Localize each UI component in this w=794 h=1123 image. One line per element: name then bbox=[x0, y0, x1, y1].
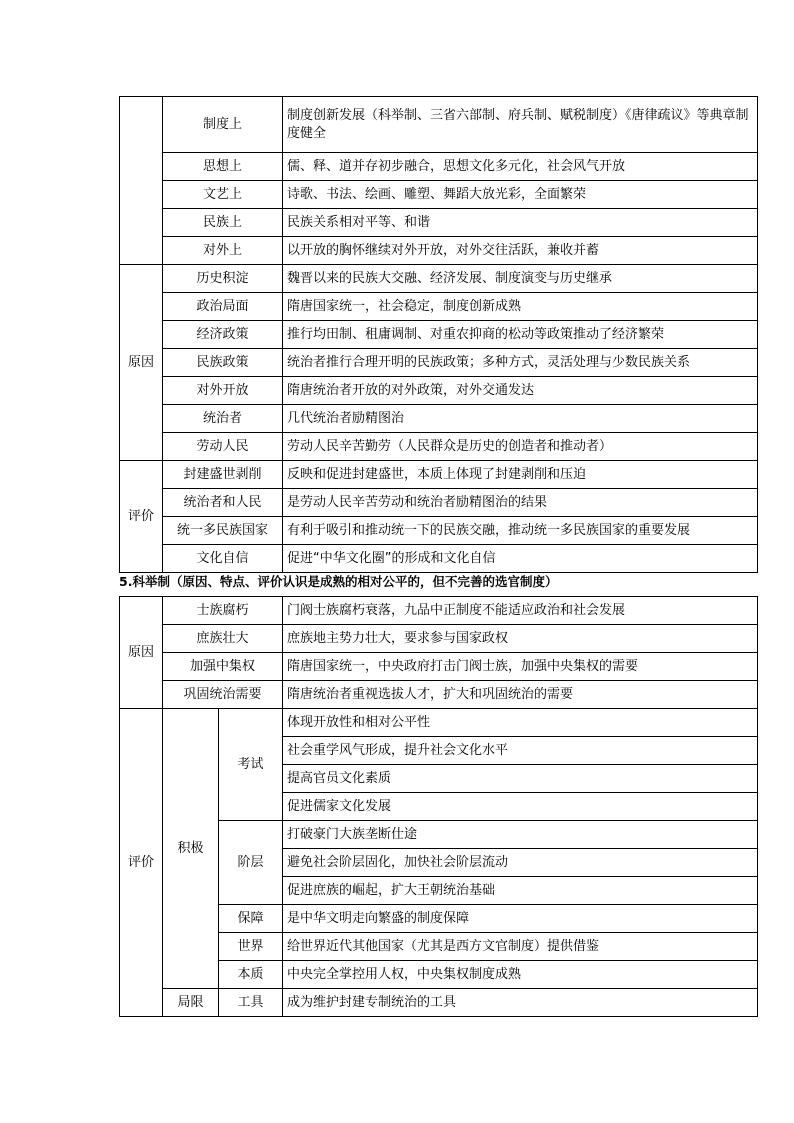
row-text: 劳动人民辛苦勤劳（人民群众是历史的创造者和推动者） bbox=[283, 433, 758, 461]
row-text: 避免社会阶层固化，加快社会阶层流动 bbox=[283, 849, 758, 877]
row-label: 封建盛世剥削 bbox=[163, 461, 283, 489]
group-label-empty bbox=[120, 97, 163, 265]
table-row bbox=[120, 681, 758, 709]
row-text: 促进庶族的崛起，扩大王朝统治基础 bbox=[283, 877, 758, 905]
row-text: 庶族地主势力壮大，要求参与国家政权 bbox=[283, 625, 758, 653]
row-label: 对外上 bbox=[163, 237, 283, 265]
row-text: 体现开放性和相对公平性 bbox=[283, 709, 758, 737]
table-row bbox=[120, 461, 758, 489]
row-label: 对外开放 bbox=[163, 377, 283, 405]
row-text: 以开放的胸怀继续对外开放，对外交往活跃，兼收并蓄 bbox=[283, 237, 758, 265]
sub-label: 本质 bbox=[219, 961, 283, 989]
row-text: 制度创新发展（科举制、三省六部制、府兵制、赋税制度）《唐律疏议》等典章制度健全 bbox=[283, 97, 758, 153]
table-row bbox=[120, 153, 758, 181]
row-text: 魏晋以来的民族大交融、经济发展、制度演变与历史继承 bbox=[283, 265, 758, 293]
row-text: 中央完全掌控用人权，中央集权制度成熟 bbox=[283, 961, 758, 989]
row-text: 是劳动人民辛苦劳动和统治者励精图治的结果 bbox=[283, 489, 758, 517]
row-text: 有利于吸引和推动统一下的民族交融，推动统一多民族国家的重要发展 bbox=[283, 517, 758, 545]
table-row bbox=[120, 97, 758, 153]
table-row bbox=[120, 321, 758, 349]
row-label: 制度上 bbox=[163, 97, 283, 153]
row-label: 思想上 bbox=[163, 153, 283, 181]
group-label-reason: 原因 bbox=[120, 265, 163, 461]
row-text: 民族关系相对平等、和谐 bbox=[283, 209, 758, 237]
row-text: 反映和促进封建盛世，本质上体现了封建剥削和压迫 bbox=[283, 461, 758, 489]
table-row bbox=[120, 625, 758, 653]
row-text: 促进“中华文化圈”的形成和文化自信 bbox=[283, 545, 758, 573]
row-text: 诗歌、书法、绘画、雕塑、舞蹈大放光彩，全面繁荣 bbox=[283, 181, 758, 209]
sub-label-class: 阶层 bbox=[219, 821, 283, 905]
row-text: 隋唐国家统一，社会稳定，制度创新成熟 bbox=[283, 293, 758, 321]
prosperity-table bbox=[119, 96, 758, 573]
row-label: 统治者和人民 bbox=[163, 489, 283, 517]
row-text: 成为维护封建专制统治的工具 bbox=[283, 989, 758, 1017]
row-text: 隋唐统治者重视选拔人才，扩大和巩固统治的需要 bbox=[283, 681, 758, 709]
row-text: 几代统治者励精图治 bbox=[283, 405, 758, 433]
row-label: 加强中集权 bbox=[163, 653, 283, 681]
row-label: 历史积淀 bbox=[163, 265, 283, 293]
table-row bbox=[120, 405, 758, 433]
section-heading: 5.科举制（原因、特点、评价认识是成熟的相对公平的，但不完善的选官制度） bbox=[119, 574, 558, 589]
row-label: 士族腐朽 bbox=[163, 597, 283, 625]
row-text: 打破豪门大族垄断仕途 bbox=[283, 821, 758, 849]
row-text: 提高官员文化素质 bbox=[283, 765, 758, 793]
sub-label-positive: 积极 bbox=[163, 709, 219, 989]
group-label-reason: 原因 bbox=[120, 597, 163, 709]
row-label: 文艺上 bbox=[163, 181, 283, 209]
row-text: 儒、释、道并存初步融合，思想文化多元化，社会风气开放 bbox=[283, 153, 758, 181]
row-text: 推行均田制、租庸调制、对重农抑商的松动等政策推动了经济繁荣 bbox=[283, 321, 758, 349]
group-label-evaluation: 评价 bbox=[120, 709, 163, 1017]
row-text: 是中华文明走向繁盛的制度保障 bbox=[283, 905, 758, 933]
table-row bbox=[120, 349, 758, 377]
row-text: 社会重学风气形成，提升社会文化水平 bbox=[283, 737, 758, 765]
sub-label-tool: 工具 bbox=[219, 989, 283, 1017]
row-text: 隋唐国家统一，中央政府打击门阀士族，加强中央集权的需要 bbox=[283, 653, 758, 681]
sub-label-exam: 考试 bbox=[219, 709, 283, 821]
keju-table bbox=[119, 596, 758, 1017]
row-label: 民族上 bbox=[163, 209, 283, 237]
table-row bbox=[120, 545, 758, 573]
table-row bbox=[120, 489, 758, 517]
row-label: 劳动人民 bbox=[163, 433, 283, 461]
table-row bbox=[120, 989, 758, 1017]
row-label: 民族政策 bbox=[163, 349, 283, 377]
row-label: 统一多民族国家 bbox=[163, 517, 283, 545]
sub-label: 世界 bbox=[219, 933, 283, 961]
row-text: 促进儒家文化发展 bbox=[283, 793, 758, 821]
group-label-evaluation: 评价 bbox=[120, 461, 163, 573]
table-row bbox=[120, 181, 758, 209]
row-text: 门阀士族腐朽衰落，九品中正制度不能适应政治和社会发展 bbox=[283, 597, 758, 625]
row-label: 文化自信 bbox=[163, 545, 283, 573]
row-text: 统治者推行合理开明的民族政策；多种方式，灵活处理与少数民族关系 bbox=[283, 349, 758, 377]
row-label: 庶族壮大 bbox=[163, 625, 283, 653]
table-row bbox=[120, 377, 758, 405]
table-row bbox=[120, 597, 758, 625]
row-label: 巩固统治需要 bbox=[163, 681, 283, 709]
table-row bbox=[120, 653, 758, 681]
table-row bbox=[120, 433, 758, 461]
table-row bbox=[120, 209, 758, 237]
row-label: 统治者 bbox=[163, 405, 283, 433]
row-text: 给世界近代其他国家（尤其是西方文官制度）提供借鉴 bbox=[283, 933, 758, 961]
sub-label: 保障 bbox=[219, 905, 283, 933]
row-label: 经济政策 bbox=[163, 321, 283, 349]
table-row bbox=[120, 265, 758, 293]
table-row bbox=[120, 293, 758, 321]
row-label: 政治局面 bbox=[163, 293, 283, 321]
row-text: 隋唐统治者开放的对外政策，对外交通发达 bbox=[283, 377, 758, 405]
table-row bbox=[120, 709, 758, 737]
table-row bbox=[120, 237, 758, 265]
sub-label-limit: 局限 bbox=[163, 989, 219, 1017]
table-row bbox=[120, 517, 758, 545]
